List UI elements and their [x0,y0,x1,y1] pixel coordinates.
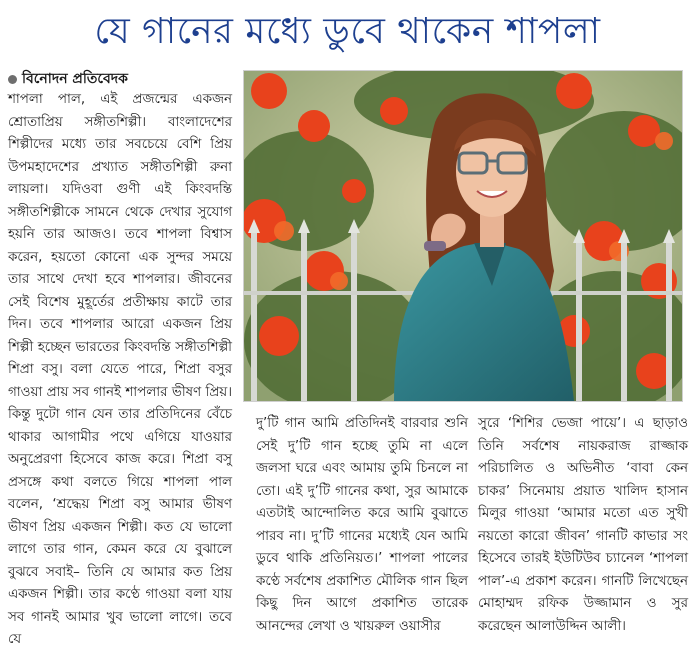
article-column-1 [8,89,232,647]
article-text-1: শাপলা পাল, এই প্রজন্মের একজন শ্রোতাপ্রিয় সঙ্গীতশিল্পী। বাংলাদেশের শিল্পীদের মধ্যে তার সবচেয়ে বেশি প্রিয় উপমহাদেশের প্রখ্যাত সঙ্গীতশিল্পী রুনা লায়লা। যদিওবা গুণী এই কিংবদন্তি সঙ্গীতশিল্পীকে সামনে থেকে দেখার সুযোগ হয়নি তার আজও। তবে শাপলা বিশ্বাস করেন, হয়তো কোনো এক সুন্দর সময়ে তার সাথে দেখা হবে শাপলার। জীবনের সেই বিশেষ মুহূর্তের প্রতীক্ষায় কাটে তার দিন। তবে শাপলার আরো একজন প্রিয় শিল্পী হচ্ছেন ভারতের কিংবদন্তি সঙ্গীতশিল্পী শিপ্রা বসু। বলা যেতে পারে, শিপ্রা বসুর গাওয়া প্রায় সব গানই শাপলার ভীষণ প্রিয়। কিন্তু দুটো গান যেন তার প্রতিদিনের বেঁচে থাকার আগামীর পথে এগিয়ে যাওয়ার অনুপ্রেরণা হিসেবে কাজ করে। শিপ্রা বসু প্রসঙ্গে কথা বলতে গিয়ে শাপলা পাল বলেন, ‘শ্রদ্ধেয় শিপ্রা বসু আমার ভীষণ ভীষণ প্রিয় একজন শিল্পী। কত যে ভালো লাগে তার গান, কেমন করে যে বুঝালে বুঝবে সবাই– তিনি যে আমার কত প্রিয় একজন শিল্পী। তার কণ্ঠে গাওয়া বলা যায় সব গানই আমার খুব ভালো লাগে। তবে যে [8,92,232,647]
article-photo [243,70,683,402]
article-column-3 [478,413,688,633]
photo-illustration [244,71,682,401]
article-column-2 [256,413,468,633]
bullet-icon [8,75,17,84]
article-text-2: দু’টি গান আমি প্রতিদিনই বারবার শুনি সেই দু’টি গান হচ্ছে তুমি না এলে জলসা ঘরে এবং আমায় তুমি চিনলে না তো। এই দু’টি গানের কথা, সুর আমাকে এতটাই আন্দোলিত করে আমি বুঝাতে পারব না। দু’টি গানের মধ্যেই যেন আমি ডুবে থাকি প্রতিনিয়ত।’ শাপলা পালের কণ্ঠে সর্বশেষ প্রকাশিত মৌলিক গান ছিল কিছু দিন আগে প্রকাশিত তারেক আনন্দের লেখা ও খায়রুল ওয়াসীর [256,416,468,634]
article-text-3: সুরে ‘শিশির ভেজা পায়ে’। এ ছাড়াও তিনি সর্বশেষ নায়করাজ রাজ্জাক পরিচালিত ও অভিনীত ‘বাবা কেন চাকর’ সিনেমায় প্রয়াত খালিদ হাসান মিলুর গাওয়া ‘আমার মতো এত সুখী নয়তো কারো জীবন’ গানটি কাভার সং হিসেবে তারই ইউটিউব চ্যানেল ‘শাপলা পাল’-এ প্রকাশ করেন। গানটি লিখেছেন মোহাম্মদ রফিক উজ্জামান ও সুর করেছেন আলাউদ্দিন আলী। [478,416,688,634]
byline [8,70,128,88]
byline-text: বিনোদন প্রতিবেদক [22,71,128,87]
headline: যে গানের মধ্যে ডুবে থাকেন শাপলা [94,11,601,52]
